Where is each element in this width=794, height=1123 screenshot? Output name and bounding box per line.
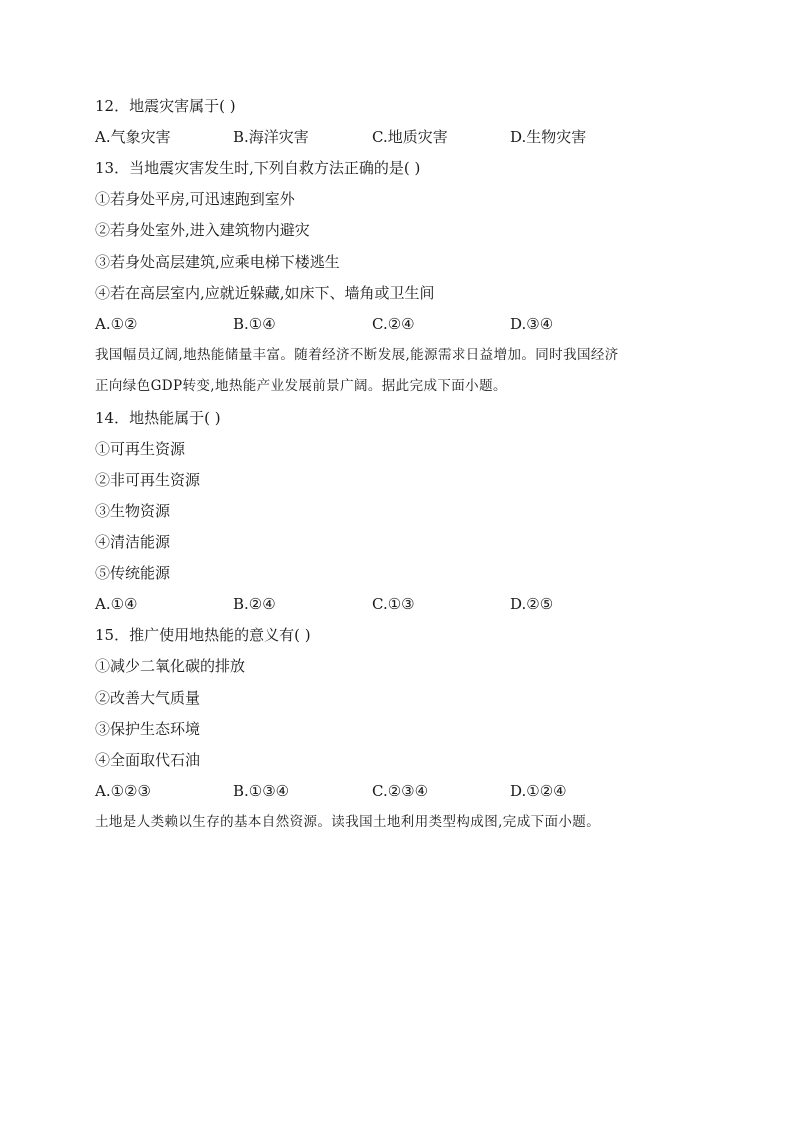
passage-land-use: 土地是人类赖以生存的基本自然资源。读我国土地利用类型构成图,完成下面小题。 [95, 814, 601, 830]
option-a: A.①②③ [95, 782, 151, 800]
question-13-stem: 13．当地震灾害发生时,下列自救方法正确的是( ) [95, 159, 421, 177]
question-15-stem: 15．推广使用地热能的意义有( ) [95, 626, 311, 644]
question-15-options [95, 781, 715, 801]
question-14-item-3: ③生物资源 [95, 502, 171, 520]
question-12-options [95, 127, 715, 147]
question-13-item-4: ④若在高层室内,应就近躲藏,如床下、墙角或卫生间 [95, 284, 435, 302]
question-13-options [95, 314, 715, 334]
option-b: B.①③④ [233, 782, 290, 800]
option-d: D.②⑤ [510, 595, 554, 613]
question-15-item-1: ①减少二氧化碳的排放 [95, 657, 246, 675]
question-14-item-4: ④清洁能源 [95, 533, 171, 551]
question-14-item-1: ①可再生资源 [95, 440, 186, 458]
option-d: D.①②④ [510, 782, 567, 800]
question-15-item-3: ③保护生态环境 [95, 720, 201, 738]
question-13-item-1: ①若身处平房,可迅速跑到室外 [95, 190, 295, 208]
passage-geothermal-line-1: 我国幅员辽阔,地热能储量丰富。随着经济不断发展,能源需求日益增加。同时我国经济 [95, 347, 619, 363]
option-a: A.①② [95, 315, 138, 333]
question-14-options [95, 594, 715, 614]
question-14-item-5: ⑤传统能源 [95, 564, 171, 582]
option-c: C.②③④ [372, 782, 429, 800]
option-d: D.生物灾害 [510, 128, 587, 146]
question-12-stem: 12．地震灾害属于( ) [95, 97, 236, 115]
question-14-stem: 14．地热能属于( ) [95, 409, 221, 427]
option-c: C.②④ [372, 315, 415, 333]
question-13-item-3: ③若身处高层建筑,应乘电梯下楼逃生 [95, 253, 340, 271]
question-14-item-2: ②非可再生资源 [95, 471, 201, 489]
question-13-item-2: ②若身处室外,进入建筑物内避灾 [95, 221, 310, 239]
option-a: A.气象灾害 [95, 128, 171, 146]
option-b: B.②④ [233, 595, 276, 613]
option-c: C.地质灾害 [372, 128, 448, 146]
option-d: D.③④ [510, 315, 554, 333]
passage-geothermal-line-2: 正向绿色GDP转变,地热能产业发展前景广阔。据此完成下面小题。 [95, 378, 507, 394]
option-b: B.海洋灾害 [233, 128, 309, 146]
option-a: A.①④ [95, 595, 138, 613]
option-b: B.①④ [233, 315, 276, 333]
question-15-item-4: ④全面取代石油 [95, 751, 201, 769]
question-15-item-2: ②改善大气质量 [95, 689, 201, 707]
option-c: C.①③ [372, 595, 415, 613]
